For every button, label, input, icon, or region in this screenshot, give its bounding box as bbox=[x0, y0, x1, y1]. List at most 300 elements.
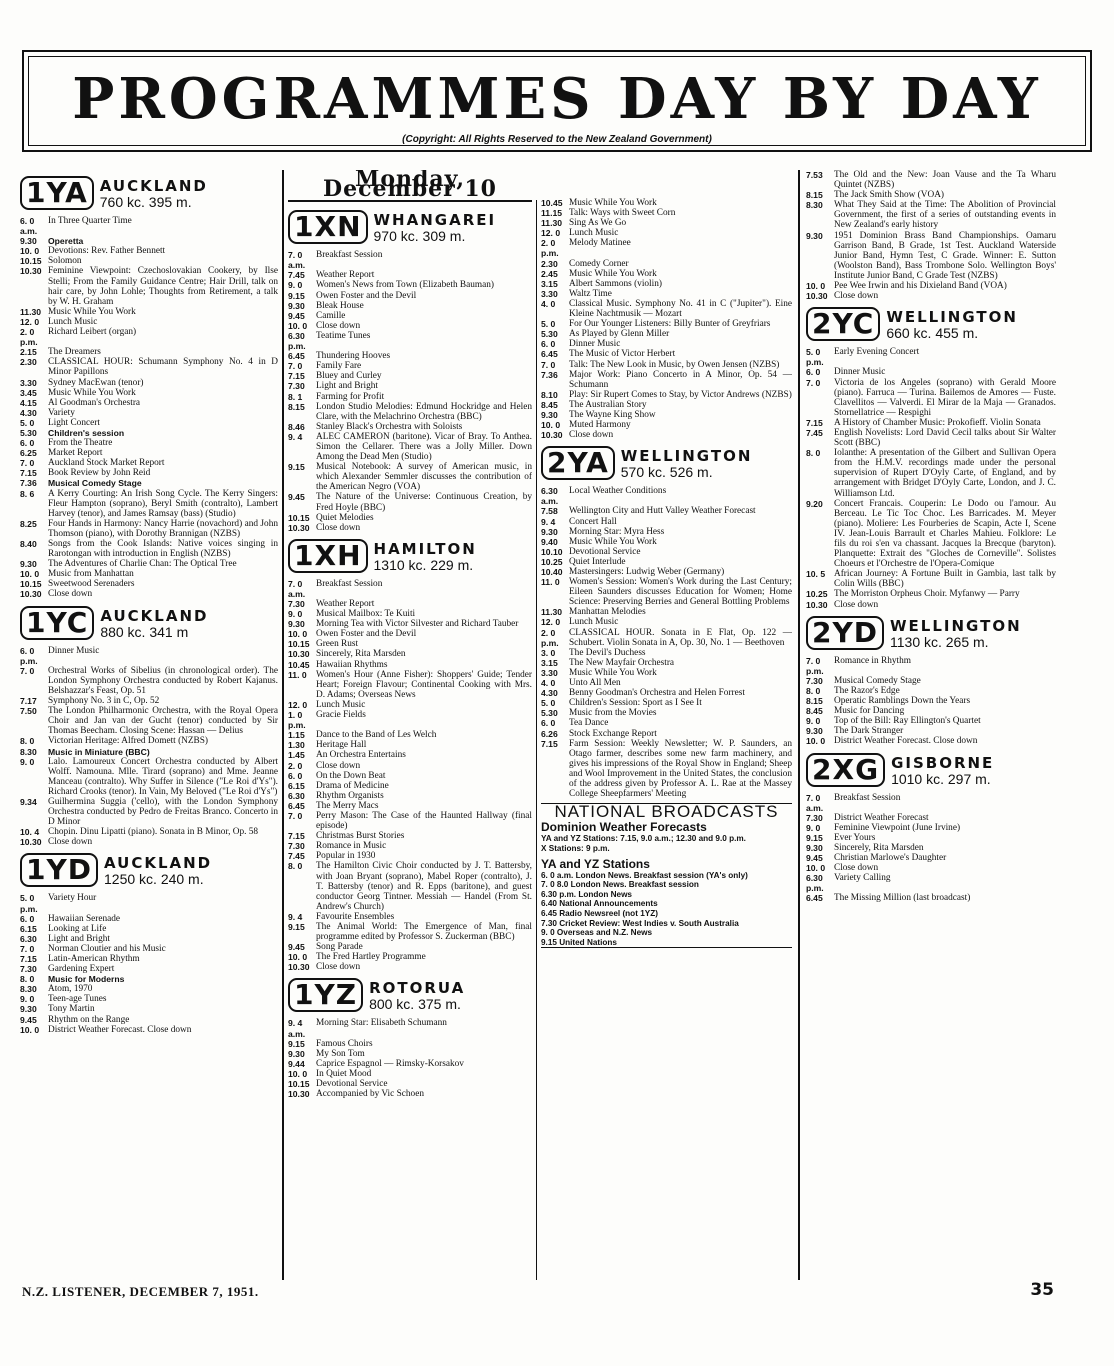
programme-time: 7.58 bbox=[541, 506, 558, 517]
station-frequency: 1130 kc. 265 m. bbox=[890, 633, 989, 650]
programme-title: Chopin. Dinu Lipatti (piano). Sonata in B Minor, Op. 58 bbox=[48, 827, 259, 838]
programme-title: Play: Sir Rupert Comes to Stay, by Victor Andrews (NZBS) bbox=[569, 389, 792, 400]
programme-row bbox=[288, 579, 532, 599]
programme-time: 3.30 bbox=[20, 377, 37, 388]
station-info bbox=[100, 608, 208, 640]
programme-time: 8.45 bbox=[806, 706, 823, 717]
programme-row bbox=[806, 281, 1056, 291]
programme-row bbox=[288, 432, 532, 462]
station-frequency: 880 kc. 341 m bbox=[100, 623, 189, 640]
programme-row bbox=[20, 317, 278, 327]
programme-row bbox=[288, 831, 532, 841]
programme-title: Famous Choirs bbox=[316, 1038, 373, 1049]
programme-time: 2. 0 p.m. bbox=[20, 327, 38, 348]
programme-time: 9.30 bbox=[288, 300, 305, 311]
programme-time: 7.15 bbox=[288, 831, 305, 842]
programme-title: Four Hands in Harmony: Nancy Harrie (novachord) and John Thomson (piano), with Dorothy Brannigan (NZBS) bbox=[48, 518, 278, 539]
programme-row bbox=[20, 984, 278, 994]
ya-yz-line: 9. 0 Overseas and N.Z. News bbox=[541, 928, 653, 938]
programme-title: Close down bbox=[316, 760, 361, 771]
programme-title: Tony Martin bbox=[48, 1004, 95, 1015]
programme-time: 3.30 bbox=[541, 288, 558, 299]
programme-time: 7.30 bbox=[288, 381, 305, 392]
programme-title: Lunch Music bbox=[316, 699, 366, 710]
programme-title: An Orchestra Entertains bbox=[316, 750, 406, 761]
programme-title: Close down bbox=[569, 430, 614, 441]
programme-time: 9.40 bbox=[541, 536, 558, 547]
programme-row bbox=[288, 841, 532, 851]
page-title: PROGRAMMES DAY BY DAY bbox=[72, 66, 1042, 132]
programme-time: 11. 0 bbox=[288, 669, 307, 680]
programme-row bbox=[20, 418, 278, 428]
station-header bbox=[806, 616, 1056, 650]
programme-title: Devotional Service bbox=[569, 546, 641, 557]
programme-time: 10. 0 bbox=[806, 863, 826, 874]
programme-row bbox=[288, 492, 532, 512]
programme-row bbox=[541, 370, 792, 390]
programme-title: Victoria de los Angeles (soprano) with Gerald Moore (piano). Farruca — Turina. Bailemos de Amores — Fuste. Clavellitos — Valverdi. El Mirar de la Maja — Granados. Stornellatrice — Respighi bbox=[834, 377, 1056, 418]
programme-row bbox=[541, 547, 792, 557]
programme-time: 9.30 bbox=[20, 236, 37, 247]
programme-row bbox=[806, 190, 1056, 200]
programme-time: 7.45 bbox=[806, 427, 823, 438]
programme-time: 10. 0 bbox=[20, 246, 40, 257]
programme-title: Women's Session: Women's Work during the Last Century; Eileen Saunders discusses Education for Women; Home Science: Preserving Berries and General Bottling Problems bbox=[569, 577, 792, 608]
programme-row bbox=[288, 381, 532, 391]
station-call-sign: 2YD bbox=[806, 616, 884, 650]
programme-time: 7. 0 a.m. bbox=[288, 578, 306, 599]
programme-title: The Adventures of Charlie Chan: The Optical Tree bbox=[48, 559, 237, 570]
programme-time: 9.30 bbox=[20, 559, 37, 570]
programme-time: 7.17 bbox=[20, 696, 37, 707]
programme-title: Green Rust bbox=[316, 639, 359, 650]
programme-title: The Dark Stranger bbox=[834, 726, 904, 737]
programme-time: 9. 4 bbox=[288, 431, 303, 442]
programme-title: Guilhermina Suggia ('cello), with the London Symphony Orchestra conducted by Pedro de Freitas Branco. Concerto in D Minor bbox=[48, 796, 278, 828]
programme-time: 2.30 bbox=[20, 357, 37, 368]
programme-row bbox=[288, 639, 532, 649]
programme-row bbox=[288, 942, 532, 952]
programme-title: District Weather Forecast. Close down bbox=[48, 1024, 192, 1035]
programme-title: The Hamilton Civic Choir conducted by J. T. Battersby, with Joan Bryant (soprano), Mabel Roper (contralto), J. T. Battersby (tenor) and R. Epps (baritone), and guest conductor Georg Tintner. Messiah — Handel (From St. Andrew's Church) bbox=[316, 861, 532, 912]
station-call-sign: 2YC bbox=[806, 307, 880, 341]
programme-time: 7.15 bbox=[541, 738, 558, 749]
programme-title: Orchestral Works of Sibelius (in chronological order). The London Symphony Orchestra conducted by Robert Kajanus. Belshazzar's Feast, Op. 51 bbox=[48, 665, 278, 696]
station-call-sign: 1XH bbox=[288, 539, 368, 573]
programme-row bbox=[288, 599, 532, 609]
programme-row bbox=[541, 339, 792, 349]
programme-row bbox=[541, 739, 792, 800]
programme-title: Iolanthe: A presentation of the Gilbert and Sullivan Opera from the H.M.V. recordings made under the personal supervision of Rupert D'Oyly Carte, of England, and by arrangement with Bridget D'Oyly Carte, London, and J. C. Williamson Ltd. bbox=[834, 448, 1056, 499]
programme-title: The Old and the New: Joan Vause and the Ta Wharu Quintet (NZBS) bbox=[834, 170, 1056, 191]
programme-title: Christian Marlowe's Daughter bbox=[834, 853, 947, 864]
programme-time: 2. 0 bbox=[288, 760, 303, 771]
programme-time: 8.30 bbox=[806, 200, 823, 211]
programme-title: Rhythm Organists bbox=[316, 790, 384, 801]
programme-time: 10. 5 bbox=[806, 569, 826, 580]
programme-row bbox=[806, 367, 1056, 377]
programme-title: Operatic Ramblings Down the Years bbox=[834, 696, 971, 707]
station-frequency: 1250 kc. 240 m. bbox=[104, 871, 204, 888]
programme-row bbox=[288, 321, 532, 331]
programme-time: 9. 0 bbox=[806, 716, 821, 727]
programme-time: 11.30 bbox=[20, 306, 42, 317]
programme-row bbox=[20, 944, 278, 954]
ya-yz-line: 9.15 United Nations bbox=[541, 937, 617, 947]
programme-title: Waltz Time bbox=[569, 288, 612, 299]
programme-title: The Wayne King Show bbox=[569, 409, 656, 420]
programme-row bbox=[20, 327, 278, 347]
programme-title: Children's Session: Sport as I See It bbox=[569, 698, 702, 709]
programme-title: Dinner Music bbox=[834, 367, 886, 378]
programme-title: Concert Francais. Couperin: Le Dodo ou l'amour. Au Berceau. Le Tic Toc Choc. Les Barricades. M. Meyer (piano). Moliere: Les Fourberies de Scapin, Acte I, Scene IV. Jean-Louis Barrault et Charles Mahieu. Folklore: Le fils du roi s'en va chassant. Jacques la Brecque (baryton). Planquette: Extrait des "Gloches de Corneville". Solistes Choeurs et l'Orchestre de l'Opera-Comique bbox=[834, 498, 1056, 570]
programme-time: 6.15 bbox=[20, 923, 37, 934]
programme-row bbox=[541, 537, 792, 547]
programme-time: 10. 0 bbox=[806, 736, 826, 747]
programme-title: Sweetwood Serenaders bbox=[48, 579, 135, 590]
station-frequency: 660 kc. 455 m. bbox=[886, 325, 979, 342]
programme-title: Morning Star: Elisabeth Schumann bbox=[316, 1018, 447, 1029]
programme-row bbox=[20, 458, 278, 468]
programme-time: 9.30 bbox=[806, 230, 823, 241]
programme-title: Music While You Work bbox=[569, 198, 657, 208]
programme-time: 7.30 bbox=[288, 599, 305, 609]
programme-title: Hawaiian Serenade bbox=[48, 913, 121, 924]
programme-row bbox=[20, 236, 278, 246]
programme-title: Christmas Burst Stories bbox=[316, 831, 405, 842]
programme-row bbox=[20, 519, 278, 539]
programme-time: 11.30 bbox=[541, 607, 563, 618]
programme-row bbox=[806, 793, 1056, 813]
programme-title: Dance to the Band of Les Welch bbox=[316, 730, 437, 741]
programme-title: Looking at Life bbox=[48, 923, 107, 934]
programme-row bbox=[541, 208, 792, 218]
programme-row bbox=[20, 974, 278, 984]
programme-time: 10.30 bbox=[288, 1089, 310, 1100]
programme-time: 11.15 bbox=[541, 208, 563, 219]
programme-title: In Quiet Mood bbox=[316, 1068, 372, 1079]
programme-row bbox=[288, 311, 532, 321]
programme-row bbox=[541, 390, 792, 400]
programme-row bbox=[288, 371, 532, 381]
programme-time: 9.15 bbox=[288, 1038, 305, 1049]
programme-row bbox=[20, 924, 278, 934]
programme-time: 9.30 bbox=[288, 1048, 305, 1059]
programme-time: 4.30 bbox=[20, 407, 37, 418]
programme-row bbox=[806, 569, 1056, 589]
programme-title: Concert Hall bbox=[569, 516, 617, 527]
programme-row bbox=[20, 934, 278, 944]
programme-row bbox=[288, 301, 532, 311]
programme-title: Romance in Rhythm bbox=[834, 655, 911, 666]
programme-time: 1.30 bbox=[288, 740, 305, 751]
programme-row bbox=[20, 954, 278, 964]
programme-time: 6.30 p.m. bbox=[288, 330, 306, 352]
programme-title: From the Theatre bbox=[48, 438, 113, 449]
programme-time: 7. 0 bbox=[20, 665, 35, 676]
programme-title: Early Evening Concert bbox=[834, 347, 920, 358]
programme-time: 7.15 bbox=[288, 371, 305, 382]
programme-row bbox=[20, 589, 278, 599]
programme-row bbox=[288, 670, 532, 700]
programme-time: 6. 0 bbox=[806, 367, 821, 378]
programme-time: 6.15 bbox=[288, 780, 305, 791]
programme-title: Music from the Movies bbox=[569, 708, 657, 719]
programme-time: 10. 0 bbox=[541, 420, 561, 431]
programme-title: Breakfast Session bbox=[316, 250, 383, 261]
programme-row bbox=[806, 428, 1056, 448]
programme-title: Devotions: Rev. Father Bennett bbox=[48, 246, 166, 257]
programme-title: Heritage Hall bbox=[316, 740, 367, 751]
programme-time: 1.45 bbox=[288, 750, 305, 761]
programme-title: Music While You Work bbox=[48, 306, 136, 317]
programme-title: The New Mayfair Orchestra bbox=[569, 657, 675, 668]
station-info bbox=[890, 618, 1022, 650]
programme-title: Variety Calling bbox=[834, 873, 891, 884]
column-1 bbox=[20, 170, 278, 1280]
station-frequency: 1310 kc. 229 m. bbox=[373, 556, 474, 573]
programme-time: 10. 0 bbox=[20, 569, 40, 580]
programme-row bbox=[288, 1049, 532, 1059]
programme-time: 7. 0 bbox=[20, 943, 35, 954]
station-info bbox=[104, 855, 212, 887]
programme-row bbox=[806, 231, 1056, 281]
programme-row bbox=[20, 398, 278, 408]
ya-yz-heading: YA and YZ Stations bbox=[541, 856, 650, 871]
programme-title: Sincerely, Rita Marsden bbox=[316, 649, 406, 660]
programme-title: The Nature of the Universe: Continuous Creation, by Fred Hoyle (BBC) bbox=[316, 492, 532, 513]
programme-row bbox=[20, 1025, 278, 1035]
programme-row bbox=[541, 718, 792, 728]
programme-title: Quiet Interlude bbox=[569, 556, 626, 567]
programme-time: 6.30 p.m. bbox=[806, 873, 824, 894]
programme-row bbox=[541, 238, 792, 258]
programme-title: Stanley Black's Orchestra with Soloists bbox=[316, 421, 463, 432]
programme-time: 10. 0 bbox=[288, 629, 308, 640]
station-name: WELLINGTON bbox=[890, 616, 1022, 635]
programme-row bbox=[541, 567, 792, 577]
programme-title: Auckland Stock Market Report bbox=[48, 458, 165, 469]
ya-yz-line: 6. 0 a.m. London News. Breakfast session (YA's only) bbox=[541, 870, 748, 880]
programme-row bbox=[288, 392, 532, 402]
programme-time: 4. 0 bbox=[541, 678, 556, 689]
programme-row bbox=[288, 730, 532, 740]
programme-row bbox=[20, 666, 278, 696]
programme-title: For Our Younger Listeners: Billy Bunter of Greyfriars bbox=[569, 319, 771, 330]
programme-row bbox=[806, 656, 1056, 676]
programme-row bbox=[806, 291, 1056, 301]
programme-title: Drama of Medicine bbox=[316, 780, 389, 791]
programme-time: 9.15 bbox=[288, 462, 305, 473]
programme-title: Caprice Espagnol — Rimsky-Korsakov bbox=[316, 1058, 464, 1069]
programme-time: 11.30 bbox=[541, 218, 563, 229]
station-call-sign: 1YC bbox=[20, 606, 94, 640]
programme-time: 7.15 bbox=[806, 417, 823, 428]
programme-title: Breakfast Session bbox=[834, 792, 901, 803]
programme-title: Unto All Men bbox=[569, 678, 621, 689]
station-name: AUCKLAND bbox=[99, 177, 208, 195]
programme-row bbox=[288, 791, 532, 801]
programme-time: 8. 6 bbox=[20, 488, 35, 499]
programme-title: Songs from the Cook Islands: Native voices singing in Rarotongan with introduction in English (NZBS) bbox=[48, 539, 278, 560]
programme-title: Close down bbox=[48, 837, 93, 848]
programme-title: As Played by Glenn Miller bbox=[569, 329, 670, 340]
programme-row bbox=[806, 736, 1056, 746]
programme-row bbox=[541, 329, 792, 339]
programme-row bbox=[806, 600, 1056, 610]
programme-row bbox=[806, 706, 1056, 716]
programme-time: 7. 0 a.m. bbox=[806, 792, 824, 813]
programme-row bbox=[541, 430, 792, 440]
programme-time: 10.30 bbox=[806, 291, 828, 302]
programme-row bbox=[806, 726, 1056, 736]
programme-row bbox=[541, 299, 792, 319]
programme-title: English Novelists: Lord David Cecil talks about Sir Walter Scott (BBC) bbox=[834, 427, 1056, 449]
programme-time: 8. 0 bbox=[288, 861, 303, 872]
dominion-weather-heading: Dominion Weather Forecasts bbox=[541, 820, 707, 835]
programme-title: London Studio Melodies: Edmund Hockridge and Helen Clare, with the Melachrino Orchestra (BBC) bbox=[316, 401, 532, 422]
programme-title: The Music of Victor Herbert bbox=[569, 349, 676, 360]
programme-time: 9.45 bbox=[806, 853, 823, 864]
programme-title: Close down bbox=[834, 291, 879, 302]
programme-title: Women's Hour (Anne Fisher): Shoppers' Guide; Tender Heart; Foreign Flavour; Continental Cooking with Mrs. D. Adams; Overseas News bbox=[316, 669, 532, 700]
programme-time: 9.45 bbox=[20, 1014, 37, 1025]
programme-time: 12. 0 bbox=[541, 228, 561, 239]
programme-row bbox=[806, 696, 1056, 706]
programme-time: 5. 0 p.m. bbox=[20, 893, 38, 914]
programme-title: Farming for Profit bbox=[316, 391, 385, 402]
programme-row bbox=[288, 922, 532, 942]
programme-title: Gracie Fields bbox=[316, 710, 366, 721]
programme-row bbox=[20, 579, 278, 589]
programme-time: 7.30 bbox=[806, 675, 823, 686]
programme-title: Musical Comedy Stage bbox=[48, 478, 142, 489]
programme-time: 5.30 bbox=[541, 708, 558, 719]
programme-row bbox=[288, 952, 532, 962]
programme-title: Rhythm on the Range bbox=[48, 1014, 130, 1025]
programme-title: Richard Leibert (organ) bbox=[48, 327, 137, 338]
programme-title: On the Down Beat bbox=[316, 770, 386, 781]
programme-time: 8.40 bbox=[20, 539, 37, 549]
programme-time: 7. 0 bbox=[20, 458, 35, 469]
page-number: 35 bbox=[1030, 1280, 1054, 1300]
programme-title: Market Report bbox=[48, 448, 103, 459]
programme-time: 9.15 bbox=[288, 922, 305, 932]
programme-time: 9. 0 bbox=[20, 994, 35, 1005]
programme-time: 5.30 bbox=[20, 427, 37, 438]
programme-row bbox=[806, 170, 1056, 190]
programme-row bbox=[541, 400, 792, 410]
programme-time: 10.30 bbox=[288, 522, 310, 533]
ya-yz-line: 6.30 p.m. London News bbox=[541, 889, 632, 899]
programme-title: Solomon bbox=[48, 256, 82, 267]
programme-time: 9. 4 bbox=[288, 911, 303, 922]
programme-title: The Morriston Orpheus Choir. Myfanwy — Parry bbox=[834, 589, 1020, 600]
programme-title: Accompanied by Vic Schoen bbox=[316, 1089, 424, 1100]
programme-time: 12. 0 bbox=[541, 617, 561, 628]
programme-row bbox=[20, 438, 278, 448]
programme-title: Muted Harmony bbox=[569, 420, 631, 431]
programme-row bbox=[20, 827, 278, 837]
station-name: GISBORNE bbox=[891, 753, 995, 772]
programme-row bbox=[288, 801, 532, 811]
programme-row bbox=[541, 729, 792, 739]
programme-row bbox=[806, 843, 1056, 853]
programme-time: 10.25 bbox=[541, 556, 563, 567]
programme-row bbox=[806, 823, 1056, 833]
programme-time: 10.30 bbox=[288, 962, 310, 973]
programme-time: 10. 0 bbox=[288, 952, 308, 963]
programme-time: 1.15 bbox=[288, 730, 305, 741]
programme-row bbox=[288, 629, 532, 639]
programme-row bbox=[20, 1015, 278, 1025]
programme-title: Song Parade bbox=[316, 942, 363, 953]
programme-title: Close down bbox=[834, 863, 879, 874]
programme-row bbox=[20, 706, 278, 736]
programme-title: Sincerely, Rita Marsden bbox=[834, 842, 924, 853]
programme-time: 9. 0 bbox=[288, 609, 303, 620]
programme-time: 8.25 bbox=[20, 518, 37, 529]
programme-time: 10.30 bbox=[806, 599, 828, 610]
programme-row bbox=[806, 863, 1056, 873]
programme-title: Weather Report bbox=[316, 270, 375, 281]
programme-row bbox=[20, 256, 278, 266]
programme-title: Family Fare bbox=[316, 361, 362, 372]
station-call-sign: 1YA bbox=[20, 176, 94, 210]
programme-time: 4.30 bbox=[541, 688, 558, 699]
programme-row bbox=[288, 750, 532, 760]
programme-row bbox=[806, 813, 1056, 823]
programme-title: Close down bbox=[834, 599, 879, 610]
programme-row bbox=[20, 468, 278, 478]
programme-title: African Journey: A Fortune Built in Gambia, last talk by Colin Wills (BBC) bbox=[834, 569, 1056, 590]
programme-row bbox=[541, 678, 792, 688]
programme-time: 5. 0 bbox=[541, 319, 556, 330]
programme-title: The Missing Million (last broadcast) bbox=[834, 893, 971, 904]
programme-time: 12. 0 bbox=[20, 316, 40, 327]
programme-time: 10.45 bbox=[541, 198, 563, 208]
column-4 bbox=[806, 170, 1056, 1280]
programme-title: Comedy Corner bbox=[569, 258, 629, 269]
programme-title: Weather Report bbox=[316, 599, 375, 609]
programme-time: 9. 0 bbox=[20, 756, 35, 767]
programme-time: 9.44 bbox=[288, 1058, 305, 1069]
programme-title: Music While You Work bbox=[569, 268, 657, 279]
programme-title: Music for Moderns bbox=[48, 974, 125, 985]
programme-time: 6.30 a.m. bbox=[541, 486, 559, 507]
programme-row bbox=[541, 698, 792, 708]
programme-time: 3.45 bbox=[20, 387, 37, 398]
station-name: ROTORUA bbox=[369, 979, 466, 998]
programme-title: Light and Bright bbox=[316, 381, 378, 392]
station-info bbox=[374, 212, 497, 244]
station-name: AUCKLAND bbox=[100, 606, 209, 625]
programme-title: Stock Exchange Report bbox=[569, 728, 657, 739]
national-broadcasts-box bbox=[541, 803, 792, 948]
programme-time: 3.15 bbox=[541, 278, 558, 289]
programme-title: Music While You Work bbox=[569, 536, 657, 547]
programme-title: Light Concert bbox=[48, 417, 100, 428]
programme-time: 9.20 bbox=[806, 498, 823, 509]
programme-time: 10.15 bbox=[288, 1079, 310, 1090]
programme-row bbox=[288, 861, 532, 911]
programme-title: The Jack Smith Show (VOA) bbox=[834, 190, 945, 201]
programme-time: 7. 0 bbox=[288, 361, 303, 372]
station-info bbox=[374, 541, 477, 573]
programme-title: Variety bbox=[48, 407, 75, 418]
programme-row bbox=[541, 289, 792, 299]
programme-time: 10.15 bbox=[20, 579, 42, 590]
